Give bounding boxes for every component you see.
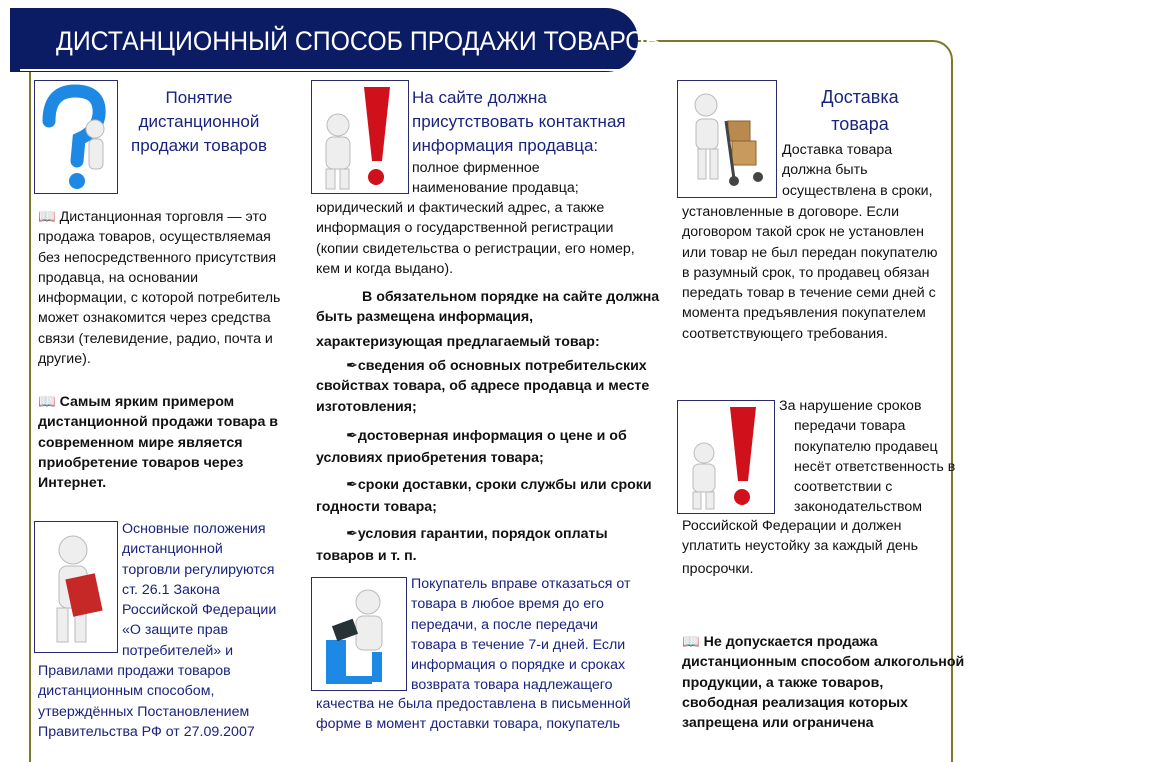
col2-paragraph-3: качества не была предоставлена в письменной форме в момент доставки товара, покупатель — [316, 696, 631, 733]
delivery-cart-icon — [678, 81, 776, 197]
col2-paragraph-1-side: полное фирменное наименование продавца; — [412, 160, 579, 197]
title-banner — [10, 8, 662, 72]
col1-paragraph-2: 📖 Самым ярким примером дистанционной продажи товара в современном мире является приобретение товаров через Интернет. — [38, 394, 279, 492]
col3-paragraph-1-side: Доставка товара должна быть осуществлена в сроки, — [782, 142, 933, 199]
pen-icon: ✒ — [346, 526, 358, 542]
col1-paragraph-3-side: Основные положения дистанционной торговли регулируются ст. 26.1 Закона Российской Федерации «О защите прав потребителей» и — [122, 521, 277, 659]
col3-paragraph-2: Российской Федерации и должен уплатить неустойку за каждый день просрочки. — [682, 518, 919, 577]
col3-paragraph-2-side: За нарушение сроков передачи товара покупателю продавец несёт ответственность в соответствии с законодательством — [779, 398, 956, 516]
exclamation-figure-image — [311, 80, 409, 194]
person-with-book-icon — [35, 522, 117, 652]
book-icon: 📖 — [38, 394, 56, 410]
exclamation-icon — [678, 401, 774, 513]
col1-paragraph-1: 📖 Дистанционная торговля — это продажа товаров, осуществляемая без непосредственного присутствия продавца, на основании информации, с которой потребитель может ознакомится через средства связи (телевидение, радио, почта и другие). — [38, 209, 281, 368]
pen-icon: ✒ — [346, 477, 358, 493]
col3-heading: Доставка товара — [821, 87, 899, 134]
page-title: ДИСТАНЦИОННЫЙ СПОСОБ ПРОДАЖИ ТОВАРОВ — [56, 26, 662, 56]
exclamation-icon — [312, 81, 408, 193]
col2-bullet-3: ✒сроки доставки, сроки службы или сроки годности товара; — [316, 477, 652, 516]
question-figure-image — [34, 80, 118, 194]
col2-bullet-1: ✒сведения об основных потребительских свойствах товара, об адресе продавца и месте изготовления; — [316, 358, 650, 415]
col3-paragraph-1: установленные в договоре. Если договором такой срок не установлен или товар не был передан покупателю в разумный срок, то продавец обязан передать товар в течение семи дней с момента предъявления покупателем соответствующего требования. — [682, 204, 938, 342]
col2-heading: На сайте должна присутствовать контактная информация продавца: — [412, 88, 626, 155]
col2-paragraph-2: В обязательном порядке на сайте должна быть размещена информация, характеризующая предлагаемый товар: — [316, 289, 660, 350]
col2-bullet-2: ✒достоверная информация о цене и об условиях приобретения товара; — [316, 428, 627, 467]
warning-figure-image — [677, 400, 775, 514]
col2-paragraph-3-side: Покупатель вправе отказаться от товара в любое время до его передачи, а после передачи товара в течение 7-и дней. Если информация о порядке и сроках возврата товара надлежащего — [411, 576, 631, 694]
title-underline — [20, 69, 620, 71]
question-mark-icon — [35, 81, 117, 193]
col1-heading: Понятие дистанционной продажи товаров — [131, 88, 267, 155]
pen-icon: ✒ — [346, 358, 358, 374]
pen-icon: ✒ — [346, 428, 358, 444]
delivery-figure-image — [677, 80, 777, 198]
book-icon: 📖 — [682, 634, 700, 650]
col3-paragraph-3: 📖 Не допускается продажа дистанционным способом алкогольной продукции, а также товаров, свободная реализация которых запрещена или ограничена — [682, 634, 965, 732]
col2-paragraph-1: юридический и фактический адрес, а также информация о государственной регистрации (копии свидетельства о регистрации, его номер, кем и когда выдано). — [316, 200, 635, 277]
book-icon: 📖 — [38, 209, 56, 225]
col1-paragraph-3: Правилами продажи товаров дистанционным способом, утверждённых Постановлением Правительства РФ от 27.09.2007 — [38, 663, 255, 740]
law-book-figure-image — [34, 521, 118, 653]
col2-bullet-4: ✒условия гарантии, порядок оплаты товаров и т. п. — [316, 526, 608, 565]
computer-figure-image — [311, 577, 407, 691]
person-at-laptop-icon — [312, 578, 406, 690]
